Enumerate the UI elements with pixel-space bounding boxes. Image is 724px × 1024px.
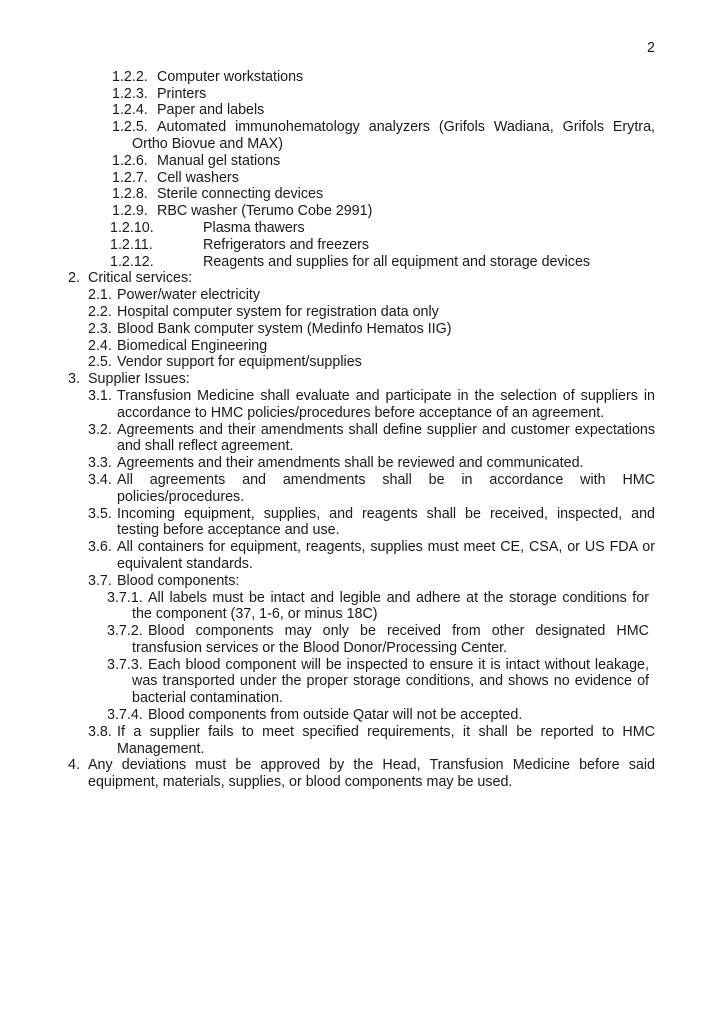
list-item-number: 2. bbox=[68, 270, 80, 287]
list-item-text: Plasma thawers bbox=[203, 219, 305, 236]
list-item-number: 1.2.12. bbox=[110, 253, 154, 270]
list-item-number: 2.2. bbox=[88, 303, 112, 320]
list-item bbox=[88, 422, 655, 456]
list-item bbox=[68, 757, 655, 791]
list-item-number: 3.5. bbox=[88, 505, 112, 522]
list-item bbox=[112, 86, 655, 103]
page-number: 2 bbox=[647, 40, 655, 56]
list-item bbox=[68, 270, 655, 287]
list-item-text: Agreements and their amendments shall be reviewed and communicated. bbox=[117, 455, 584, 472]
list-item-text: Biomedical Engineering bbox=[117, 337, 268, 354]
list-item bbox=[88, 338, 655, 355]
list-item-number: 3.7.4. bbox=[107, 707, 143, 724]
list-item-number: 3.7. bbox=[88, 572, 112, 589]
list-item-number: 3.1. bbox=[88, 387, 112, 404]
list-item-number: 1.2.8. bbox=[112, 186, 148, 203]
list-item-number: 1.2.3. bbox=[112, 85, 148, 102]
list-item-text: Transfusion Medicine shall evaluate and participate in the selection of suppliers in accordance to HMC policies/procedures before acceptance of an agreement. bbox=[117, 387, 655, 421]
list-item-text: Reagents and supplies for all equipment and storage devices bbox=[203, 253, 591, 270]
list-item-text: All containers for equipment, reagents, supplies must meet CE, CSA, or US FDA or equivalent standards. bbox=[117, 539, 655, 572]
list-item bbox=[88, 304, 655, 321]
list-item bbox=[112, 119, 655, 153]
list-item bbox=[107, 623, 649, 657]
list-item-number: 3.8. bbox=[88, 723, 112, 740]
list-item-number: 2.4. bbox=[88, 337, 112, 354]
page-body bbox=[0, 40, 655, 791]
list-item-text: RBC washer (Terumo Cobe 2991) bbox=[157, 203, 373, 220]
list-item-text: Paper and labels bbox=[157, 102, 265, 119]
list-item-text: Printers bbox=[157, 85, 207, 102]
list-item-number: 1.2.2. bbox=[112, 68, 148, 85]
list-item bbox=[88, 388, 655, 422]
list-item-number: 4. bbox=[68, 757, 80, 774]
list-item-number: 2.5. bbox=[88, 354, 112, 371]
list-item bbox=[112, 153, 655, 170]
list-item bbox=[88, 321, 655, 338]
list-item-text: Incoming equipment, supplies, and reagents shall be received, inspected, and testing before acceptance and use. bbox=[117, 505, 655, 539]
list-item-text: Critical services: bbox=[88, 270, 193, 287]
list-item bbox=[88, 506, 655, 540]
list-item bbox=[110, 237, 655, 254]
list-item bbox=[107, 707, 649, 724]
list-item bbox=[112, 186, 655, 203]
list-item bbox=[112, 69, 655, 86]
list-item-number: 1.2.9. bbox=[112, 203, 148, 220]
list-item-text: Each blood component will be inspected to ensure it is intact without leakage, was transported under the proper storage conditions, and shows no evidence of bacterial contamination. bbox=[132, 656, 649, 707]
list-item-text: Agreements and their amendments shall define supplier and customer expectations and shall reflect agreement. bbox=[117, 421, 655, 455]
list-item-number: 2.1. bbox=[88, 287, 112, 304]
list-item bbox=[88, 472, 655, 506]
list-item bbox=[88, 287, 655, 304]
list-item bbox=[88, 539, 655, 573]
list-item-number: 3.4. bbox=[88, 471, 112, 488]
list-item-number: 1.2.10. bbox=[110, 219, 154, 236]
list-item bbox=[107, 657, 649, 707]
list-item bbox=[88, 573, 655, 590]
list-item bbox=[112, 170, 655, 187]
list-item-text: Power/water electricity bbox=[117, 287, 261, 304]
list-item-text: All labels must be intact and legible and adhere at the storage conditions for the component (37, 1-6, or minus 18C) bbox=[132, 589, 649, 623]
list-item-number: 1.2.6. bbox=[112, 152, 148, 169]
list-item-text: Blood components may only be received from other designated HMC transfusion services or the Blood Donor/Processing Center. bbox=[132, 623, 649, 656]
list-item-text: Any deviations must be approved by the Head, Transfusion Medicine before said equipment, materials, supplies, or blood components may be used. bbox=[88, 757, 655, 791]
list-item-number: 1.2.5. bbox=[112, 119, 148, 136]
list-item bbox=[110, 220, 655, 237]
list-item-text: Vendor support for equipment/supplies bbox=[117, 354, 362, 371]
list-item-text: Manual gel stations bbox=[157, 152, 281, 169]
list-item-text: If a supplier fails to meet specified requirements, it shall be reported to HMC Management. bbox=[117, 723, 655, 757]
list-item-number: 3.6. bbox=[88, 539, 112, 556]
list-item-text: Refrigerators and freezers bbox=[203, 236, 370, 253]
list-item-text: Blood Bank computer system (Medinfo Hematos IIG) bbox=[117, 320, 452, 337]
list-item-text: Computer workstations bbox=[157, 68, 304, 85]
list-item-text: Cell washers bbox=[157, 169, 239, 186]
list-item-number: 3.7.1. bbox=[107, 589, 143, 606]
list-item-text: Automated immunohematology analyzers (Grifols Wadiana, Grifols Erytra, Ortho Biovue and MAX) bbox=[132, 119, 655, 152]
list-item-number: 3.2. bbox=[88, 421, 112, 438]
list-item-text: Hospital computer system for registration data only bbox=[117, 303, 439, 320]
list-item-text: All agreements and amendments shall be in accordance with HMC policies/procedures. bbox=[117, 471, 655, 505]
list-item-text: Supplier Issues: bbox=[88, 371, 190, 388]
list-item-number: 1.2.11. bbox=[110, 236, 153, 253]
list-item-text: Blood components from outside Qatar will not be accepted. bbox=[148, 707, 523, 724]
list-item bbox=[110, 254, 655, 271]
list-item-number: 2.3. bbox=[88, 320, 112, 337]
list-item-text: Blood components: bbox=[117, 572, 240, 589]
list-item bbox=[88, 724, 655, 758]
list-item-number: 3.7.3. bbox=[107, 656, 143, 673]
list-item-number: 1.2.4. bbox=[112, 102, 148, 119]
list-item bbox=[112, 203, 655, 220]
list-item bbox=[88, 455, 655, 472]
list-item-number: 1.2.7. bbox=[112, 169, 148, 186]
list-item-number: 3.3. bbox=[88, 455, 112, 472]
list-item bbox=[112, 102, 655, 119]
list-item-text: Sterile connecting devices bbox=[157, 186, 324, 203]
list-item bbox=[68, 371, 655, 388]
list-item-number: 3.7.2. bbox=[107, 623, 143, 640]
list-item bbox=[107, 590, 649, 624]
list-item bbox=[88, 354, 655, 371]
list-item-number: 3. bbox=[68, 371, 80, 388]
